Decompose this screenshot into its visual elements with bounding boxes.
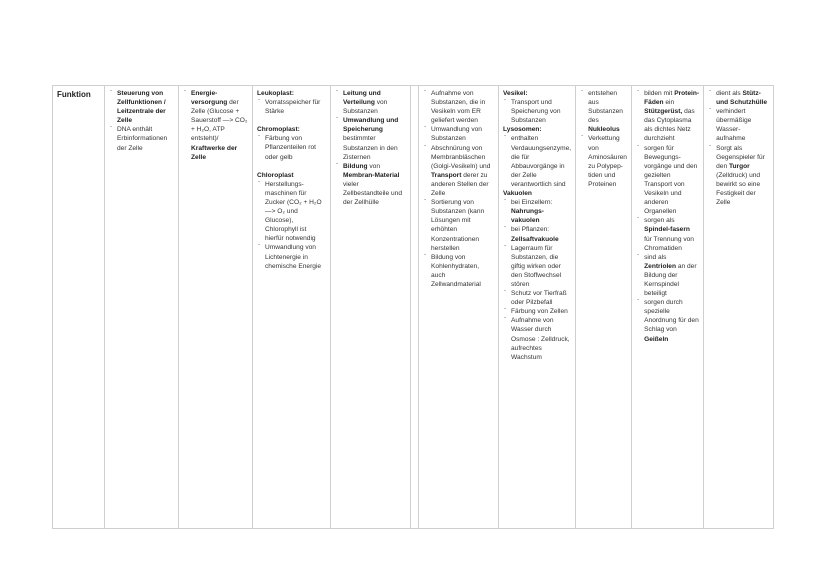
text: bei Pflanzen: [511,226,550,234]
text: Färbung von Zellen [511,308,568,316]
text: Umwandlung von Lichtenergie in chemische Energie [265,244,322,270]
bullet-item [636,144,699,217]
text: Aufnahme von Wasser durch Osmose : Zelldruck, aufrechtes Wachstum [511,317,570,361]
bold-text: Stütz- und Schutzhülle [716,90,768,107]
bold-text: Geißeln [644,335,669,343]
bold-text: Lysosomen: [503,126,542,134]
text: Färbung von Pflanzenteilen rot oder gelb [265,135,316,161]
cell-plastiden [253,86,331,529]
bold-text: Vesikel: [503,90,528,97]
bullet-item [708,89,769,107]
bullet-item [503,316,571,361]
bullet-item [708,107,769,143]
text: Umwandlung von Substanzen [431,126,482,143]
cell-heading [503,189,571,198]
bullet-item [335,89,406,116]
bullet-item [636,89,699,144]
bullet-item [335,116,406,161]
bold-text: Chloroplast [257,171,294,179]
bold-text: Turgor [728,162,750,170]
bullet-item [183,89,248,162]
bullet-item [423,125,494,143]
bullet-item [580,134,627,189]
bullet-item [636,298,699,343]
bold-text: Kraftwerke der Zelle [191,144,238,161]
bullet-item [503,307,571,316]
text: von Substanzen [343,99,388,116]
bullet-item [423,89,494,125]
text: bilden mit [644,90,675,97]
cell-heading [503,125,571,134]
cell-mitochondrien [179,86,253,529]
text: Herstellungs-maschinen für Zucker (CO₂ + H₂O —> O₂ und Glucose), Chlorophyll ist hierfür notwendig [265,180,322,243]
bullet-item [636,216,699,252]
bullet-item [503,244,571,289]
spacer [257,116,326,125]
bullet-item [257,243,326,270]
cell-heading [257,89,326,98]
text: von [367,162,381,170]
text: Lagerraum für Substanzen, die giftig wirken oder den Stoffwechsel stören [511,244,562,288]
text: Sortierung von Substanzen (kann Lösungen mit erhöhten Konzentrationen herstellen [431,199,485,252]
text: für Trennung von Chromatiden [644,235,694,252]
text: sorgen als [644,217,675,225]
bold-text: Nahrungs-vakuolen [511,208,544,225]
bullet-item [503,225,571,243]
bold-text: Stützgerüst, [644,108,683,116]
bullet-item [708,144,769,208]
cell-ribosomen [576,86,632,529]
bold-text: Vakuolen [503,190,532,198]
text: ein [663,99,675,107]
text: Aufnahme von Substanzen, die in Vesikeln vom ER geliefert werden [431,90,486,125]
cell-heading [257,125,326,134]
text: verhindert übermäßige Wasser-aufnahme [716,108,752,143]
cell-cytoskelett [632,86,704,529]
bullet-item [109,89,174,125]
bold-text: Spindel-fasern [644,226,690,234]
bold-text: Bildung [343,162,368,170]
text: sind als [644,253,667,261]
text: sorgen durch spezielle Anordnung für den Schlag von [644,299,699,334]
bold-text: Zellsaftvakuole [511,235,559,243]
bold-text: Steuerung von Zellfunktionen / Leitzentrale der Zelle [117,90,166,125]
text: Verkettung von Aminosäuren zu Polypep-tiden und Proteinen [588,135,627,188]
bullet-item [503,289,571,307]
text: Vorratsspeicher für Stärke [265,99,321,116]
row-label: Funktion [53,86,105,529]
text: derer zu anderen Stellen der Zelle [431,171,489,198]
bullet-item [257,180,326,244]
bullet-item [423,198,494,253]
cell-spacer [411,86,419,529]
text: der Zelle (Glucose + Sauerstoff —> CO₂ + H₂O, ATP entsteht)/ [191,99,248,143]
bullet-item [503,134,571,189]
table-row-funktion [53,86,774,529]
cell-vesikel-vakuolen [499,86,576,529]
text: sorgen für Bewegungs-vorgänge und den gezielten Transport von Vesikeln und anderen Organellen [644,144,698,216]
text: Abschnürung von Membranbläschen (Golgi-Vesikeln) und [431,144,491,170]
cell-heading [503,89,571,98]
bold-text: Chromoplast: [257,126,300,134]
text: Bildung von Kohlenhydraten, auch Zellwandmaterial [431,253,481,288]
bullet-item [636,253,699,298]
text: bei Einzellern: [511,199,553,207]
bullet-item [335,162,406,207]
text: das das Cytoplasma als dichtes Netz durchzieht [644,108,695,143]
text: bestimmter Substanzen in den Zisternen [343,135,398,161]
bold-text: Energie-versorgung [191,90,228,107]
bullet-item [109,125,174,152]
text: Transport und Speicherung von Substanzen [511,99,561,125]
cell-heading [257,171,326,180]
text: enthalten Verdauungsenzyme, die für Abbauvorgänge in der Zelle verantwortlich sind [511,135,572,188]
bullet-item [503,98,571,125]
cell-zellwand [704,86,774,529]
text: DNA enthält Erbinformationen der Zelle [117,126,168,152]
function-table [52,85,774,529]
text: an der Bildung der Kernspindel beteiligt [644,262,697,298]
text: dient als [716,90,743,97]
bold-text: Zentriolen [644,262,676,270]
bold-text: Membran-Material [343,171,400,179]
bold-text: Leukoplast: [257,90,295,97]
bullet-item [257,98,326,116]
bold-text: Nukleolus [588,126,620,134]
bullet-item [423,253,494,289]
cell-golgi [419,86,499,529]
bullet-item [580,89,627,134]
bold-text: Leitung und Verteilung [343,90,381,107]
bullet-item [423,144,494,199]
spacer [257,162,326,171]
bullet-item [503,198,571,225]
text: (Zelldruck) und bewirkt so eine Festigkeit der Zelle [716,171,761,207]
text: entstehen aus Substanzen des [588,90,623,125]
text: Sorgt als Gegenspieler für den [716,144,765,170]
text: vieler Zellbestandteile und der Zellhülle [343,180,403,207]
bold-text: Umwandlung und Speicherung [343,117,399,134]
cell-zellkern [105,86,179,529]
cell-er [331,86,411,529]
bold-text: Transport [431,171,462,179]
bullet-item [257,134,326,161]
text: Schutz vor Tierfraß oder Pilzbefall [511,290,567,307]
bold-text: Protein-Fäden [644,90,700,107]
